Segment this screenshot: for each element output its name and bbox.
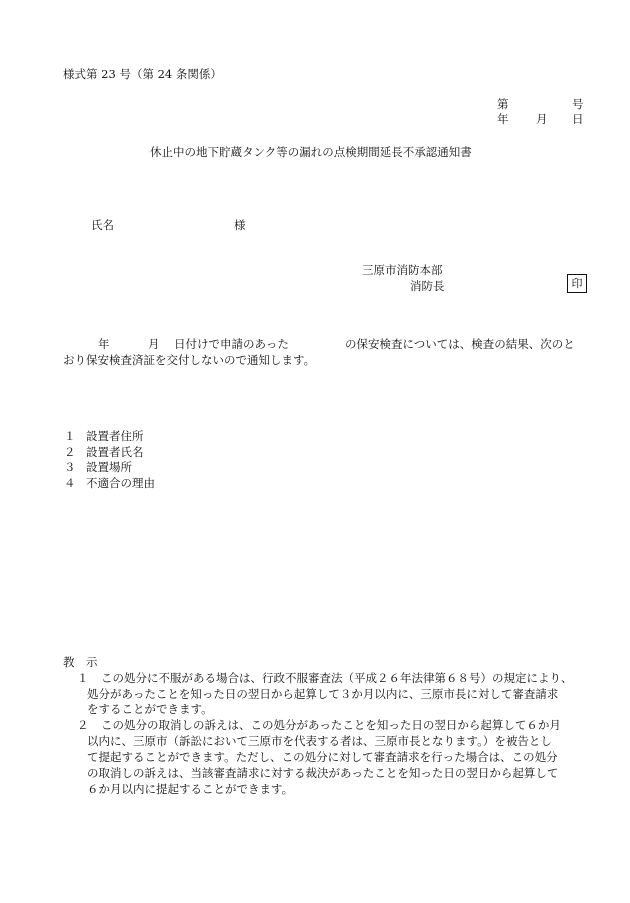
instruction-item2-number: ２ xyxy=(77,718,89,732)
item-number: １ xyxy=(64,429,76,443)
date-year-label: 年 xyxy=(497,112,509,126)
body-text-part2: の保安検査については、検査の結果、次のと xyxy=(345,337,575,351)
item-installer-address xyxy=(64,428,144,444)
instruction-item2-line4: の取消しの訴えは、当該審査請求に対する裁決があったことを知った日の翌日から起算して xyxy=(87,766,559,780)
instruction-item2-line1: この処分の取消しの訴えは、この処分があったことを知った日の翌日から起算して６か月 xyxy=(101,718,561,732)
instruction-item2-line3: て提起することができます。ただし、この処分に対して審査請求を行った場合は、この処分 xyxy=(87,750,558,764)
item-nonconformity-reason xyxy=(64,475,155,491)
item-number: ２ xyxy=(64,445,76,459)
instruction-item1-line2: 処分があったことを知った日の翌日から起算して３か月以内に、三原市長に対して審査請求 xyxy=(87,687,559,701)
item-number: ３ xyxy=(64,460,76,474)
body-month-label: 月 xyxy=(148,337,160,351)
seal-box: 印 xyxy=(567,274,587,293)
body-text-line2: おり保安検査済証を交付しないので通知します。 xyxy=(63,353,316,367)
instruction-heading: 教 示 xyxy=(63,655,98,669)
item-label: 設置者住所 xyxy=(86,429,144,443)
item-label: 設置者氏名 xyxy=(86,445,144,459)
instruction-item2-line2: 以内に、三原市（訴訟において三原市を代表する者は、三原市長となります。）を被告とし xyxy=(87,734,552,748)
number-label-dai: 第 xyxy=(497,97,509,111)
addressee-name-label: 氏名 xyxy=(91,218,114,232)
date-month-label: 月 xyxy=(536,112,548,126)
number-label-go: 号 xyxy=(572,97,584,111)
item-installation-site xyxy=(64,459,132,475)
item-number: ４ xyxy=(64,476,76,490)
addressee-honorific: 様 xyxy=(234,218,246,232)
instruction-item1-line3: をすることができます。 xyxy=(87,702,213,716)
body-year-label: 年 xyxy=(98,337,110,351)
item-label: 不適合の理由 xyxy=(86,476,155,490)
item-installer-name xyxy=(64,444,144,460)
date-day-label: 日 xyxy=(572,112,584,126)
issuer-chief: 消防長 xyxy=(410,279,445,293)
body-text-part1: 日付けで申請のあった xyxy=(174,337,289,351)
form-number: 様式第 23 号（第 24 条関係） xyxy=(63,67,222,81)
instruction-item2-line5: ６か月以内に提起することができます。 xyxy=(87,782,294,796)
instruction-item1-number: １ xyxy=(77,671,89,685)
instruction-item1-line1: この処分に不服がある場合は、行政不服審査法（平成２６年法律第６８号）の規定により、 xyxy=(101,671,573,685)
issuer-organization: 三原市消防本部 xyxy=(362,263,443,277)
item-label: 設置場所 xyxy=(86,460,132,474)
document-title: 休止中の地下貯蔵タンク等の漏れの点検期間延長不承認通知書 xyxy=(150,145,472,159)
